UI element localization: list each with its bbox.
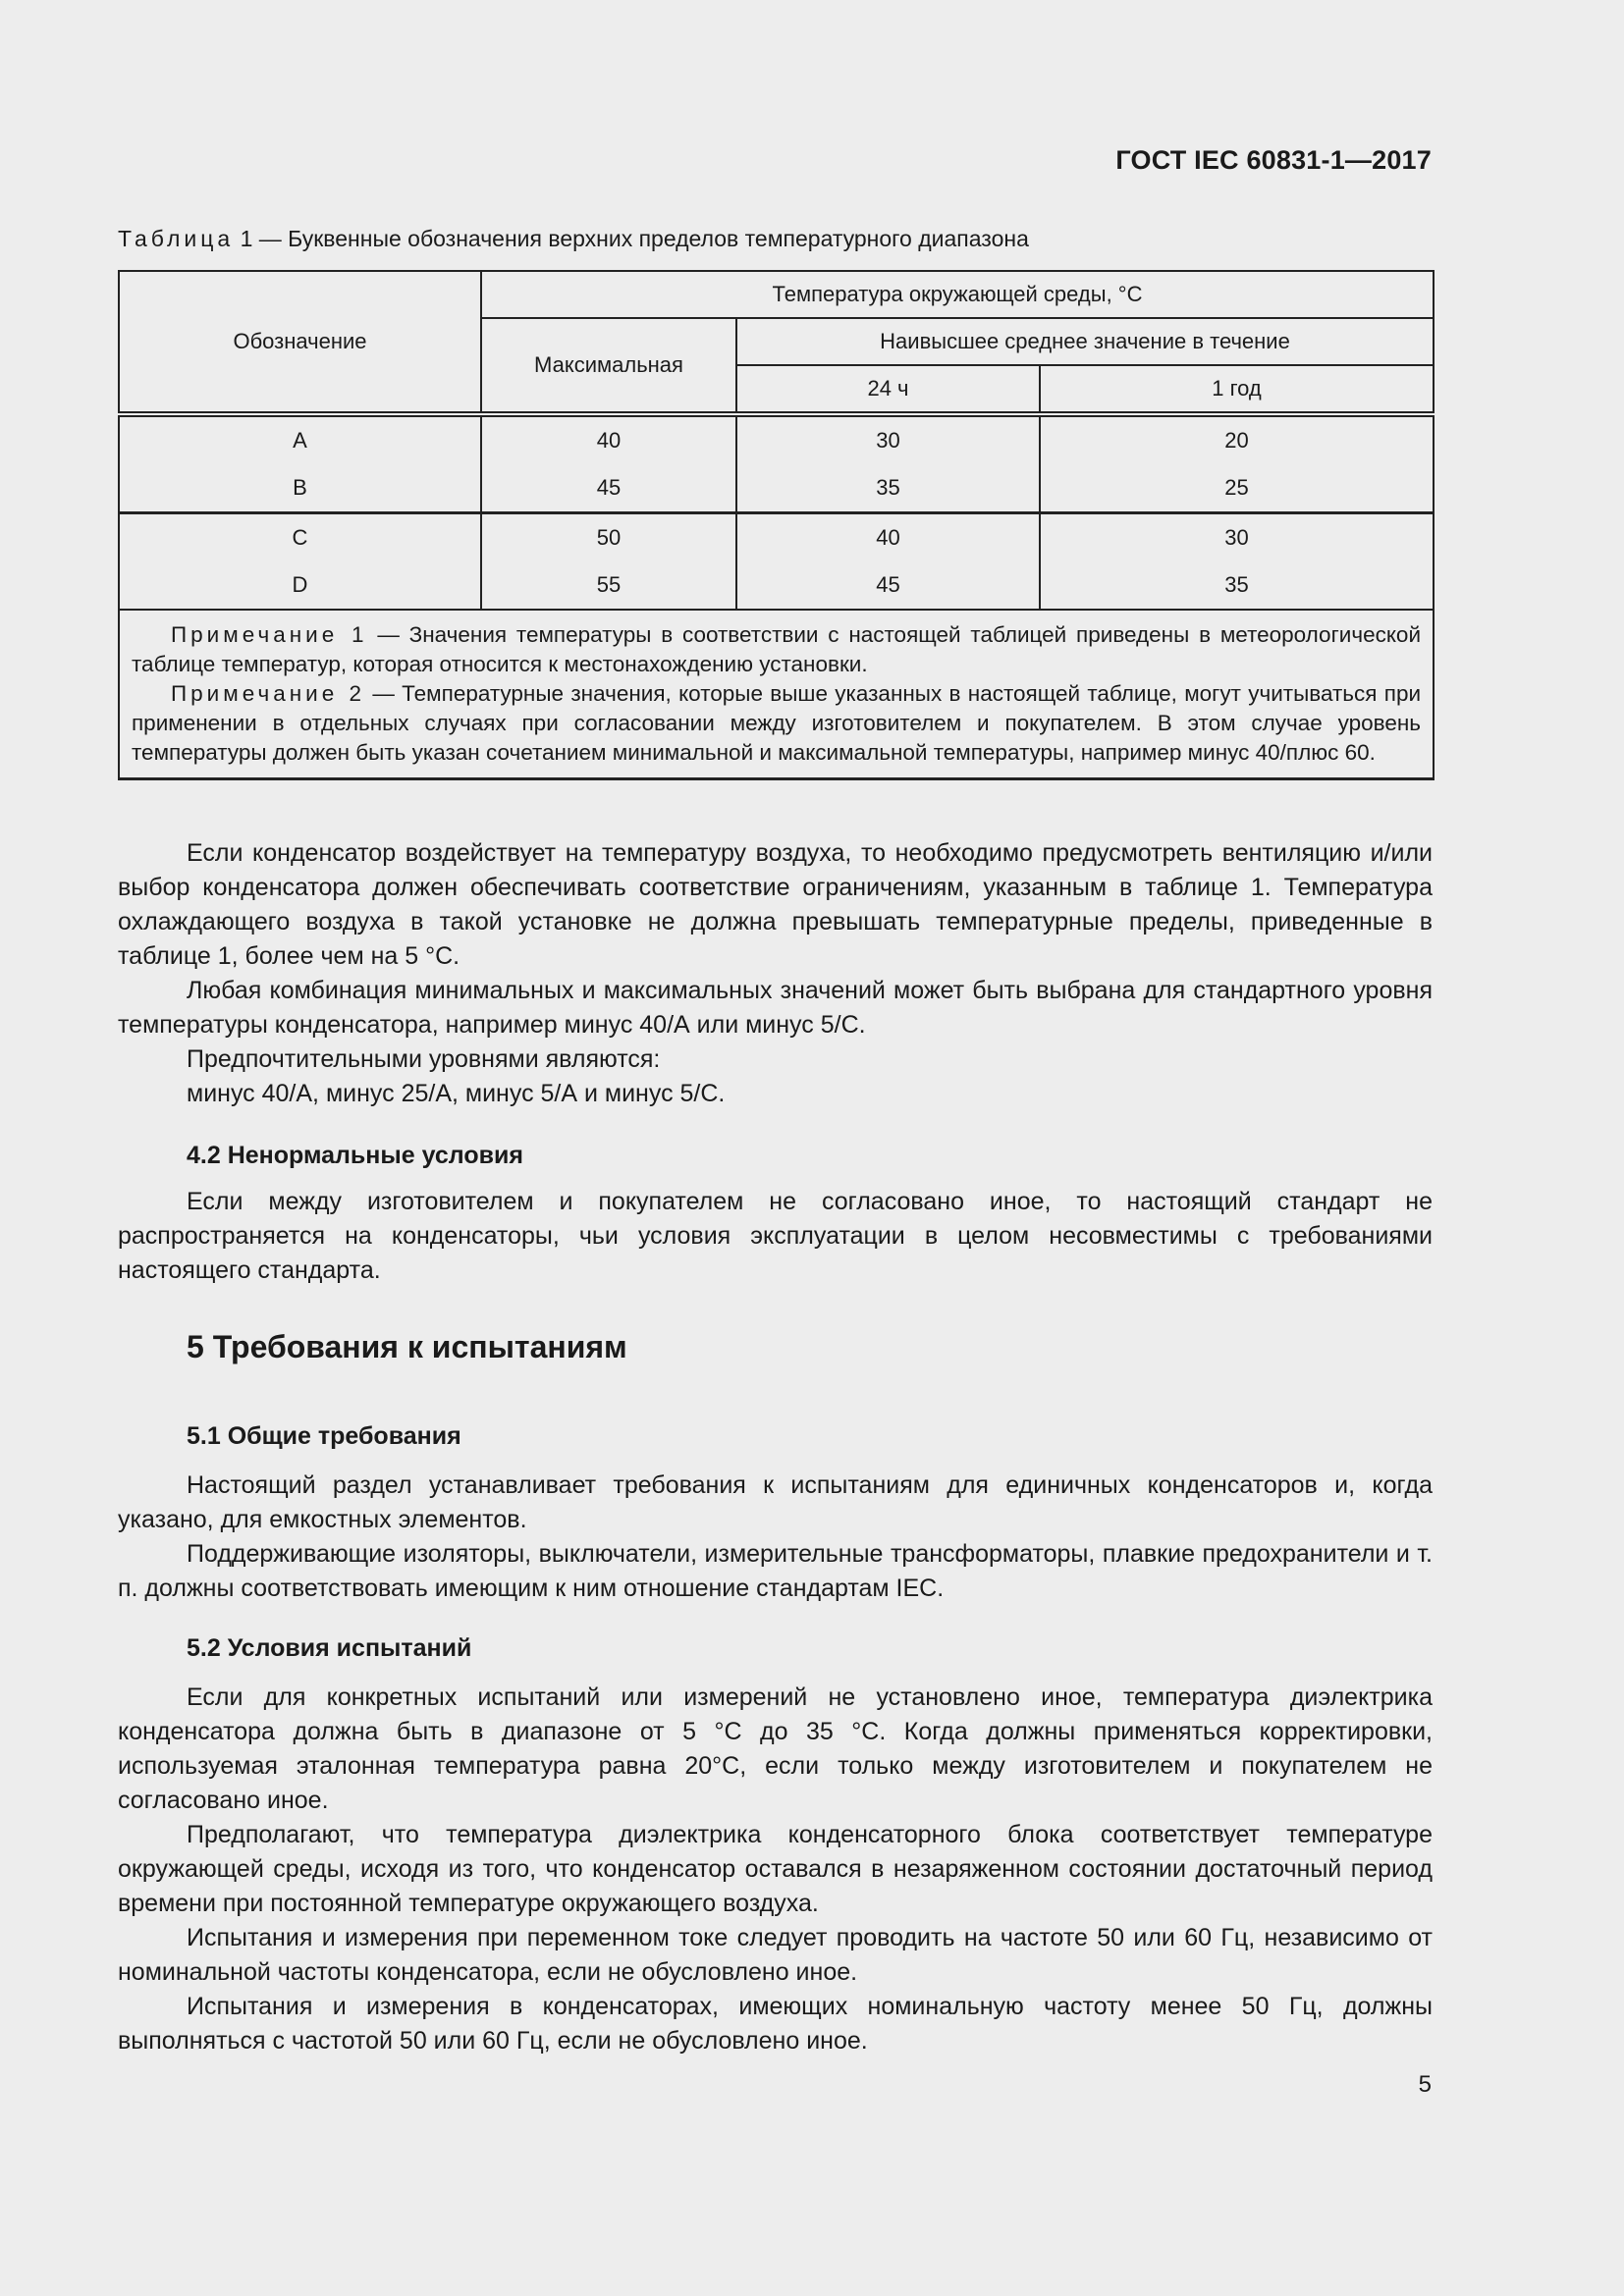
col-header-24h: 24 ч [736, 365, 1040, 414]
cell-24h: 40 [736, 513, 1040, 562]
col-header-highest-avg: Наивысшее среднее значение в течение [736, 318, 1434, 365]
heading-5-2: 5.2 Условия испытаний [187, 1634, 472, 1662]
table-caption [118, 226, 1029, 252]
note-2-text: — Температурные значения, которые выше указанных в настоящей таблице, могут учитываться при применении в отдельных случаях при согласовании между изготовителем и покупателем. В этом случае уровень температуры должен быть указан сочетанием минимальной и максимальной температуры, например минус 40/плюс 60. [132, 681, 1422, 765]
paragraph: Если для конкретных испытаний или измерений не установлено иное, температура диэлектрика конденсатора должна быть в диапазоне от 5 °С до 35 °С. Когда должны применяться корректировки, используемая эталонная температура равна 20°С, если только между изготовителем и покупателем не согласовано иное. [118, 1683, 1433, 1814]
cell-24h: 45 [736, 561, 1040, 610]
col-header-designation: Обозначение [119, 271, 481, 414]
cell-designation: C [119, 513, 481, 562]
col-header-1year: 1 год [1040, 365, 1434, 414]
body-block-1 [118, 836, 1433, 1111]
cell-1year: 35 [1040, 561, 1434, 610]
cell-designation: A [119, 414, 481, 464]
table-caption-text: 1 — Буквенные обозначения верхних пределов температурного диапазона [240, 226, 1029, 251]
heading-4-2: 4.2 Ненормальные условия [187, 1142, 523, 1169]
heading-5: 5 Требования к испытаниям [187, 1329, 627, 1364]
table-note-2 [132, 679, 1421, 768]
paragraph: Если между изготовителем и покупателем не согласовано иное, то настоящий стандарт не распространяется на конденсаторы, чьи условия эксплуатации в целом несовместимы с требованиями настоящего стандарта. [118, 1188, 1433, 1284]
cell-1year: 25 [1040, 464, 1434, 513]
paragraph: Поддерживающие изоляторы, выключатели, измерительные трансформаторы, плавкие предохранители и т. п. должны соответствовать имеющим к ним отношение стандартам IEC. [118, 1540, 1433, 1602]
table-caption-prefix: Таблица [118, 226, 235, 251]
cell-1year: 20 [1040, 414, 1434, 464]
table-row [119, 513, 1434, 562]
document-code: ГОСТ IEC 60831-1—2017 [1115, 145, 1432, 175]
cell-max: 50 [481, 513, 736, 562]
paragraph: Предполагают, что температура диэлектрика конденсаторного блока соответствует температуре окружающей среды, исходя из того, что конденсатор оставался в незаряженном состоянии достаточный период времени при постоянной температуре окружающего воздуха. [118, 1821, 1433, 1917]
table-row [119, 414, 1434, 464]
cell-max: 55 [481, 561, 736, 610]
note-1-label: Примечание 1 [171, 622, 368, 647]
note-2-label: Примечание 2 [171, 681, 366, 706]
cell-max: 45 [481, 464, 736, 513]
cell-designation: B [119, 464, 481, 513]
temperature-table [118, 270, 1435, 780]
table-notes [119, 610, 1434, 779]
section-4-2 [118, 1139, 1433, 1288]
paragraph: Если конденсатор воздействует на температуру воздуха, то необходимо предусмотреть вентиляцию и/или выбор конденсатора должен обеспечивать соответствие ограничениям, указанным в таблице 1. Температура охлаждающего воздуха в такой установке не должна превышать температурные пределы, приведенные в таблице 1, более чем на 5 °С. [118, 839, 1433, 970]
section-5 [118, 1330, 1433, 1364]
cell-1year: 30 [1040, 513, 1434, 562]
col-header-max: Максимальная [481, 318, 736, 414]
paragraph: минус 40/А, минус 25/А, минус 5/А и минус 5/С. [187, 1080, 726, 1107]
table-row [119, 561, 1434, 610]
paragraph: Предпочтительными уровнями являются: [187, 1045, 661, 1073]
paragraph: Настоящий раздел устанавливает требования к испытаниям для единичных конденсаторов и, когда указано, для емкостных элементов. [118, 1471, 1433, 1533]
section-5-1 [118, 1419, 1433, 1606]
cell-24h: 30 [736, 414, 1040, 464]
cell-designation: D [119, 561, 481, 610]
paragraph: Испытания и измерения при переменном токе следует проводить на частоте 50 или 60 Гц, независимо от номинальной частоты конденсатора, если не обусловлено иное. [118, 1924, 1433, 1986]
note-1-text: — Значения температуры в соответствии с настоящей таблицей приведены в метеорологической таблице температур, которая относится к местонахождению установки. [132, 622, 1422, 676]
heading-5-1: 5.1 Общие требования [187, 1422, 461, 1450]
cell-max: 40 [481, 414, 736, 464]
section-5-2 [118, 1631, 1433, 2058]
table-note-1 [132, 620, 1421, 679]
col-header-ambient: Температура окружающей среды, °С [481, 271, 1434, 318]
cell-24h: 35 [736, 464, 1040, 513]
page-number: 5 [1418, 2071, 1432, 2098]
paragraph: Испытания и измерения в конденсаторах, имеющих номинальную частоту менее 50 Гц, должны выполняться с частотой 50 или 60 Гц, если не обусловлено иное. [118, 1993, 1433, 2055]
table-row [119, 464, 1434, 513]
paragraph: Любая комбинация минимальных и максимальных значений может быть выбрана для стандартного уровня температуры конденсатора, например минус 40/А или минус 5/С. [118, 977, 1433, 1039]
